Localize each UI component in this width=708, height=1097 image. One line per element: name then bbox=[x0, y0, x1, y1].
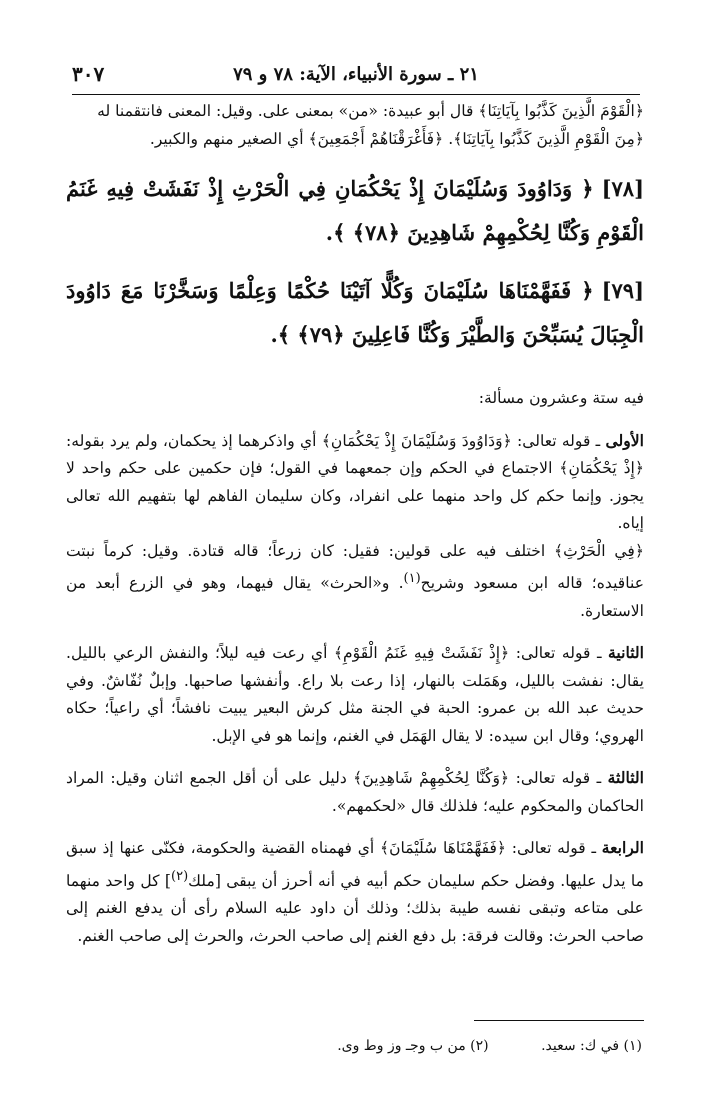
issue-1b-text-b: . و«الحرث» يقال فيهما، وهو في الزرع أبعد من الاستعارة. bbox=[66, 574, 644, 620]
intro-line-1: ﴿الْقَوْمَ الَّذِينَ كَذَّبُوا بِآيَاتِنَا﴾ قال أبو عبيدة: «من» بمعنى على. وقيل: المعنى فانتقمنا له bbox=[97, 102, 644, 120]
verse-78-number: [٧٨] bbox=[601, 176, 644, 201]
intro-line-2: ﴿مِنَ الْقَوْمِ الَّذِينَ كَذَّبُوا بِآيَاتِنَا﴾. ﴿فَأَغْرَقْنَاهُمْ أَجْمَعِينَ﴾ أي الصغير منهم والكبير. bbox=[149, 129, 644, 148]
running-title: ٢١ ـ سورة الأنبياء، الآية: ٧٨ و ٧٩ bbox=[233, 64, 479, 85]
issue-4-text-a: ـ قوله تعالى: ﴿فَفَهَّمْنَاهَا سُلَيْمَانَ﴾ أي فهمناه القضية والحكومة، فكنّى عنها إذ سبق ما يدل عليها. وفضل حكم سليمان حكم أبيه في أنه أحرز أن يبقى [ملك bbox=[66, 839, 644, 890]
issue-2-text: ـ قوله تعالى: ﴿إِذْ نَفَشَتْ فِيهِ غَنَمُ الْقَوْمِ﴾ أي رعت فيه ليلاً؛ والنفش الرعي بالليل. يقال: نفشت بالليل، وهَمَلت بالنهار، إذا رعت بلا راع. وأنفشها صاحبها. وإبلٌ نُفّاشٌ. وفي حديث عبد الله بن عمرو: الحبة في الجنة مثل كرش البعير يبيت نافشاً؛ أي راعياً؛ حكاه الهروي؛ وقال ابن سيده: لا يقال الهَمَل في الغنم، وإنما هو في الإبل. bbox=[66, 644, 644, 745]
issue-3 bbox=[66, 764, 644, 820]
issue-1-label: الأولى bbox=[605, 430, 644, 450]
page-header bbox=[72, 58, 640, 95]
verse-79 bbox=[66, 269, 644, 357]
verse-79-number: [٧٩] bbox=[601, 278, 644, 303]
verse-78-text: ﴿ وَدَاوُودَ وَسُلَيْمَانَ إِذْ يَحْكُمَانِ فِي الْحَرْثِ إِذْ نَفَشَتْ فِيهِ غَنَمُ الْقَوْمِ وَكُنَّا لِحُكْمِهِمْ شَاهِدِينَ ﴿٧٨﴾ ﴾. bbox=[66, 176, 644, 245]
issue-4 bbox=[66, 834, 644, 950]
footnote-ref-1[interactable]: (١) bbox=[403, 571, 421, 586]
issue-2-label: الثانية bbox=[608, 643, 644, 663]
issues-intro: فيه ستة وعشرون مسألة: bbox=[478, 389, 644, 407]
issue-1-continued bbox=[66, 538, 644, 626]
issue-1 bbox=[66, 427, 644, 538]
issue-2 bbox=[66, 639, 644, 750]
issue-4-label: الرابعة bbox=[601, 838, 644, 858]
footnote-divider bbox=[474, 1020, 644, 1021]
page-body bbox=[66, 98, 644, 950]
footnote-1: (١) في ك: سعيد. bbox=[541, 1038, 642, 1054]
footnotes bbox=[66, 1038, 642, 1054]
issue-4-text-b: ] كل واحد منهما على متاعه وتبقى نفسه طيبة بذلك؛ وذلك أن داود عليه السلام رأى أن يدفع الغنم إلى صاحب الحرث: وقالت فرقة: بل دفع الغنم إلى صاحب الحرث، والحرث إلى صاحب الغنم. bbox=[66, 871, 644, 945]
verse-78 bbox=[66, 167, 644, 255]
issue-3-text: ـ قوله تعالى: ﴿وَكُنَّا لِحُكْمِهِمْ شَاهِدِينَ﴾ دليل على أن أقل الجمع اثنان وقيل: المراد الحاكمان والمحكوم عليه؛ فلذلك قال «لحكمهم». bbox=[66, 769, 644, 815]
footnote-ref-2[interactable]: (٢) bbox=[171, 868, 189, 884]
page-number: ٣٠٧ bbox=[72, 62, 105, 86]
issue-1b-text-a: ﴿فِي الْحَرْثِ﴾ اختلف فيه على قولين: فقيل: كان زرعاً؛ قاله قتادة. وقيل: كرماً نبتت عناقيده؛ قاله ابن مسعود وشريح bbox=[66, 541, 644, 593]
verse-79-text: ﴿ فَفَهَّمْنَاهَا سُلَيْمَانَ وَكُلًّا آتَيْنَا حُكْمًا وَعِلْمًا وَسَخَّرْنَا مَعَ دَاوُودَ الْجِبَالَ يُسَبِّحْنَ وَالطَّيْرَ وَكُنَّا فَاعِلِينَ ﴿٧٩﴾ ﴾. bbox=[66, 278, 644, 347]
issue-3-label: الثالثة bbox=[607, 768, 644, 788]
footnote-2: (٢) من ب وجـ وز وط وى. bbox=[337, 1038, 489, 1054]
issue-1-text: ـ قوله تعالى: ﴿وَدَاوُودَ وَسُلَيْمَانَ إِذْ يَحْكُمَانِ﴾ أي واذكرهما إذ يحكمان، ولم يرد بقوله: ﴿إِذْ يَحْكُمَانِ﴾ الاجتماع في الحكم وإن جمعهما في القول؛ فإن حكمين على حكم واحد لا يجوز. وإنما حكم كل واحد منهما على انفراد، وكان سليمان الفاهم لها بتفهيم الله تعالى إياه. bbox=[66, 431, 644, 532]
